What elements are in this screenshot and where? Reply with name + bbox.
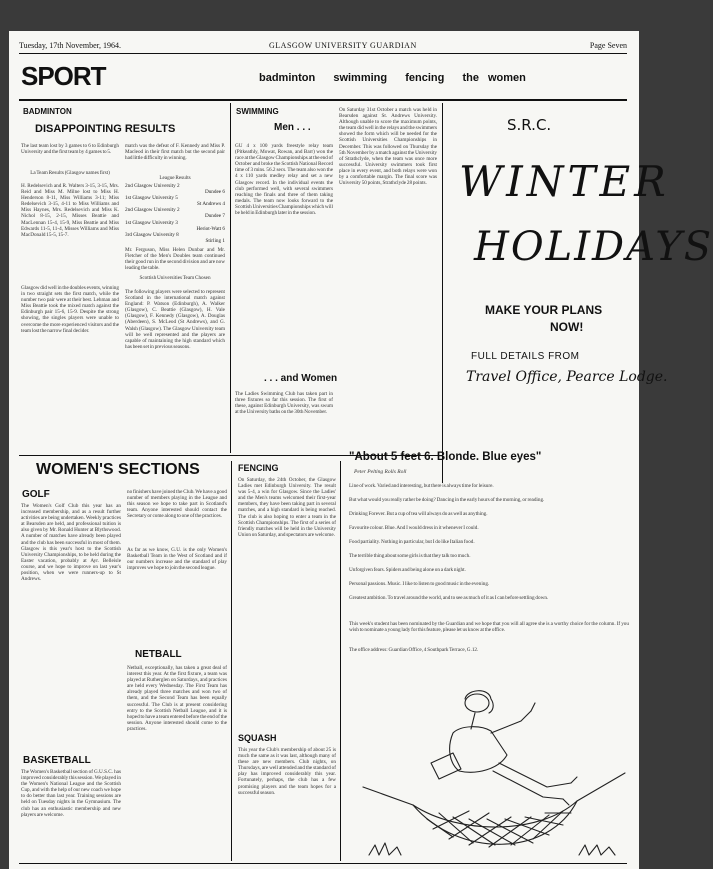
league-results-list (125, 183, 225, 245)
hammock-rope-right (577, 773, 625, 801)
advert-details: FULL DETAILS FROM (471, 351, 580, 362)
woman-body (450, 727, 507, 772)
book (431, 753, 461, 779)
fashion-line: Favourite colour. Blue. And I would dress in it whenever I could. (349, 525, 479, 531)
column-rule (231, 461, 232, 861)
golf-text: The Women's Golf Club this year has an increased membership, and as a result further activities are being undertaken. Weekly practices at Bearsden are held, and professional tuition is also given by Mr. Ronald Hunter at Blythswood. A number of matches have already been played and the club has been successful in most of them. Glasgow is this year's host to the Scottish University Championships, to be held during the Easter vacation, probably at Ayr. Belleisle course, and we hope to improve on last year's position, when we were runners-up to St Andrews. (21, 503, 121, 583)
badminton-results: H. Redelsevich and R. Walters 3-15, 3-15, Mrs. Reid and Miss M. Milne lost to Miss H. Henderson 8-11, Miss Williams 3-11; Miss Redelsevich 3-15, 4-11 to Miss Williams and Miss Haynes, Mrs. Redelsevich and Miss K. Nichol 8-15, 2-15, Misses Beattie and MacLennan 15-4, 15-9, Miss Beattie and Miss Edwards 11-5, 11-4, Misses Williams and Miss MacDonald 15-5, 15-7. (21, 183, 119, 238)
fencing-text: On Saturday, the 24th October, the Glasgow Ladies met Edinburgh University. The result was 5-4, a win for Glasgow. Since the Ladies' and the Men's teams welcomed their first-year members, they have been taking part in several matches, and a high standard is being reached. The club is also hoping to enter a team in the Scottish Championships. The first of a series of friendly matches will be held in the University Union on Saturday, and spectators are welcome. (238, 477, 336, 538)
fashion-line: The terrible thing about some girls is that they talk too much. (349, 553, 471, 559)
badminton-intro: The last team lost by 3 games to 6 to Edinburgh University and the first team by 4 games to 5. (21, 143, 119, 156)
hammock-rope-left (363, 787, 413, 805)
fencing-head: FENCING (238, 463, 279, 473)
womens-headline: WOMEN'S SECTIONS (36, 461, 200, 478)
fashion-line: But what would you really rather be doing? Dancing in the early hours of the morning, or reading. (349, 497, 545, 503)
woman-legs (493, 763, 571, 799)
league-result: Heriot-Watt 6 (196, 225, 225, 232)
section-title: SPORT (21, 61, 106, 91)
fashion-byline: Peter Pelting Rolls Roll (354, 469, 407, 475)
masthead-date: Tuesday, 17th November, 1964. (19, 41, 121, 50)
hammock-illustration (349, 659, 633, 859)
advert-winter: WINTER (459, 157, 670, 206)
netball-head: NETBALL (135, 649, 182, 660)
fashion-line: Drinking Forever. But a cup of tea will always do as well as anything. (349, 511, 488, 517)
badminton-kicker: BADMINTON (23, 107, 72, 116)
banner-rule (19, 99, 627, 101)
advert-office: Travel Office, Pearce Lodge. (466, 369, 668, 385)
fashion-headline: "About 5 feet 6. Blonde. Blue eyes" (349, 451, 542, 463)
badminton-league-head: La Team Results (Glasgow names first) (30, 170, 110, 176)
newspaper-page (9, 31, 713, 869)
basketball-text: The Women's Basketball section of G.U.S.C. has improved considerably this session. We played in the Women's National League and the Scottish Cup, and with the help of our new coach we hope to do better than last year. Training sessions are held on Tuesday nights in the Gymnasium. The club has an enthusiastic membership and new players are welcome. (21, 769, 121, 818)
page-bottom-rule (19, 863, 627, 864)
universities-team-text: The following players were selected to represent Scotland in the international match against England: P. Watson (Edinburgh), A. Walker (Glasgow), C. Beattie (Glasgow), H. Vale (Glasgow), F. Kennedy (Glasgow), A. Douglas (Aberdeen), S. McLeod (St Andrews), and G. Walsh (Glasgow). The Glasgow University team will be well represented and the players are capable of maintaining the high standard which has been set in previous seasons. (125, 289, 225, 350)
league-result: Stirling 1 (205, 237, 225, 244)
squash-text: This year the Club's membership of about 25 is much the same as it was last, although many of these are new members. Club nights, on Thursdays, are well attended and the standard of play has improved considerably this year. Fortunately, perhaps, the club has a few promising players and the team hopes for a successful season. (238, 747, 336, 796)
masthead-page: Page Seven (589, 41, 627, 50)
fashion-line: This week's student has been nominated by the Guardian and we hope that you will all agree she is a worthy choice for the column. If you wish to nominate a young lady for this feature, please let us know at the office. (349, 621, 629, 634)
section-topics: badminton swimming fencing the women (259, 72, 526, 84)
fashion-line: Greatest ambition. To travel around the world, and to see as much of it as I can before settling down. (349, 595, 549, 601)
advert-cta-line2: NOW! (550, 320, 584, 334)
fashion-line: Food partiality. Nothing in particular, but I do like Italian food. (349, 539, 475, 545)
womens-col2-text2: As far as we know, G.U. is the only Women's Basketball Team in the West of Scotland and if our numbers increase and the standard of play improves we hope to join the second league. (127, 547, 227, 572)
league-result: St Andrews 4 (197, 201, 225, 208)
swimming-kicker: SWIMMING (236, 107, 279, 116)
golf-head: GOLF (22, 489, 50, 500)
universities-team-head: Scottish Universities Team Chosen (139, 275, 211, 281)
swimming-women-text: The Ladies Swimming Club has taken part in three fixtures so far this session. The first of these, against Edinburgh University, was swum at the University baths on the 30th November. (235, 391, 333, 416)
swimming-men-text: GU 4 x 100 yards freestyle relay team (Pitkeathly, Mowat, Rowan, and Barr) won the race at the Glasgow Championships at the end of October and broke the Scottish National Record time of 3 mins. 56.2 secs. The team also won the 4 x 110 yards medley relay and set a new Glasgow record. In the individual events the club performed well, with several swimmers reaching the finals and three of them taking medals. The team now looks forward to the Scottish Universities Championships which will be held in Edinburgh later in the session. (235, 143, 334, 217)
league-result: 2nd Glasgow University 2 (125, 207, 180, 214)
column-rule (340, 461, 341, 861)
fashion-line: The office address: Guardian Office, 4 Southpark Terrace, G.12. (349, 647, 479, 653)
league-result: 2nd Glasgow University 2 (125, 183, 180, 189)
masthead-rule (19, 53, 627, 54)
fashion-line: Line of work. Varied and interesting, but there is always time for leisure. (349, 483, 494, 489)
swimming-women-headline: . . . and Women (264, 373, 338, 384)
swimming-headline: Men . . . (274, 122, 311, 133)
swimming-col2-text: On Saturday 31st October a match was held in Bearsden against St. Andrews University. Although unable to score the maximum points, the team did well in the relays and the swimmers showed the form which will be needed for the Scottish Universities Championships in December. This was followed on Thursday the 5th November by a match against the University of Strathclyde, when the team was once more successful. University swimmers took first place in every event, and both relays were won by a comfortable margin. The final score was University 50 points, Strathclyde 28 points. (339, 107, 437, 187)
league-results-head: League Results (159, 175, 191, 181)
column-rule (230, 103, 231, 453)
league-result: 1st Glasgow University 5 (125, 195, 178, 202)
squash-head: SQUASH (238, 733, 277, 743)
badminton-report: Glasgow did well in the doubles events, winning in two straight sets the first match, while the number two pair were at their best. Lehman and Miss Beattie took the mixed match against the Edinburgh pair 15-6, 15-9. Despite the strong showing, the singles players were unable to overcome the more experienced visitors and the team lost the narrow final decider. (21, 285, 119, 334)
badminton-col2-more: Mr. Ferguson, Miss Helen Dunbar and Mr. Fletcher of the Men's Doubles team continued their good run in the second division and are now leading the table. (125, 247, 225, 272)
masthead-paper: GLASGOW UNIVERSITY GUARDIAN (269, 41, 417, 50)
basketball-head: BASKETBALL (23, 755, 91, 766)
netball-text: Netball, exceptionally, has taken a great deal of interest this year. At the first fixture, a team was played at Rutherglen on Saturdays, and practices are held every Wednesday. The First Team has already played three matches and won two of them, and the Second Team has been equally successful. The Club is at present considering entry to the Scottish Netball League, and it is hoped to have a team entered before the end of the session. Anyone interested should come to the practices. (127, 665, 227, 732)
badminton-headline: DISAPPOINTING RESULTS (35, 123, 176, 135)
league-result: Dundee 7 (204, 213, 225, 220)
league-result: Dundee 6 (204, 189, 225, 196)
column-rule (442, 103, 443, 483)
league-result: 1st Glasgow University 3 (125, 219, 178, 226)
league-result: 3rd Glasgow University 8 (125, 231, 179, 238)
fashion-line: Unforgiven fears. Spiders and being alone on a dark night. (349, 567, 466, 573)
fashion-line: Personal passions. Music. I like to listen to good music in the evening. (349, 581, 490, 587)
advert-cta-line1: MAKE YOUR PLANS (485, 303, 603, 317)
woman-arm (491, 711, 531, 733)
advert-src: S.R.C. (507, 116, 552, 134)
advert-holidays: HOLIDAYS (474, 224, 713, 270)
badminton-col2-intro: match was the defeat of F. Kennedy and Miss P. Macleod in their first match but the second pair had little difficulty in winning. (125, 143, 225, 162)
womens-col2-text: no finishers have joined the Club. We have a good number of members playing in the League and this season we hope to take part in Scotland's team. Anyone interested should contact the Secretary or come along to one of the practices. (127, 489, 227, 520)
woman-head (465, 694, 489, 712)
